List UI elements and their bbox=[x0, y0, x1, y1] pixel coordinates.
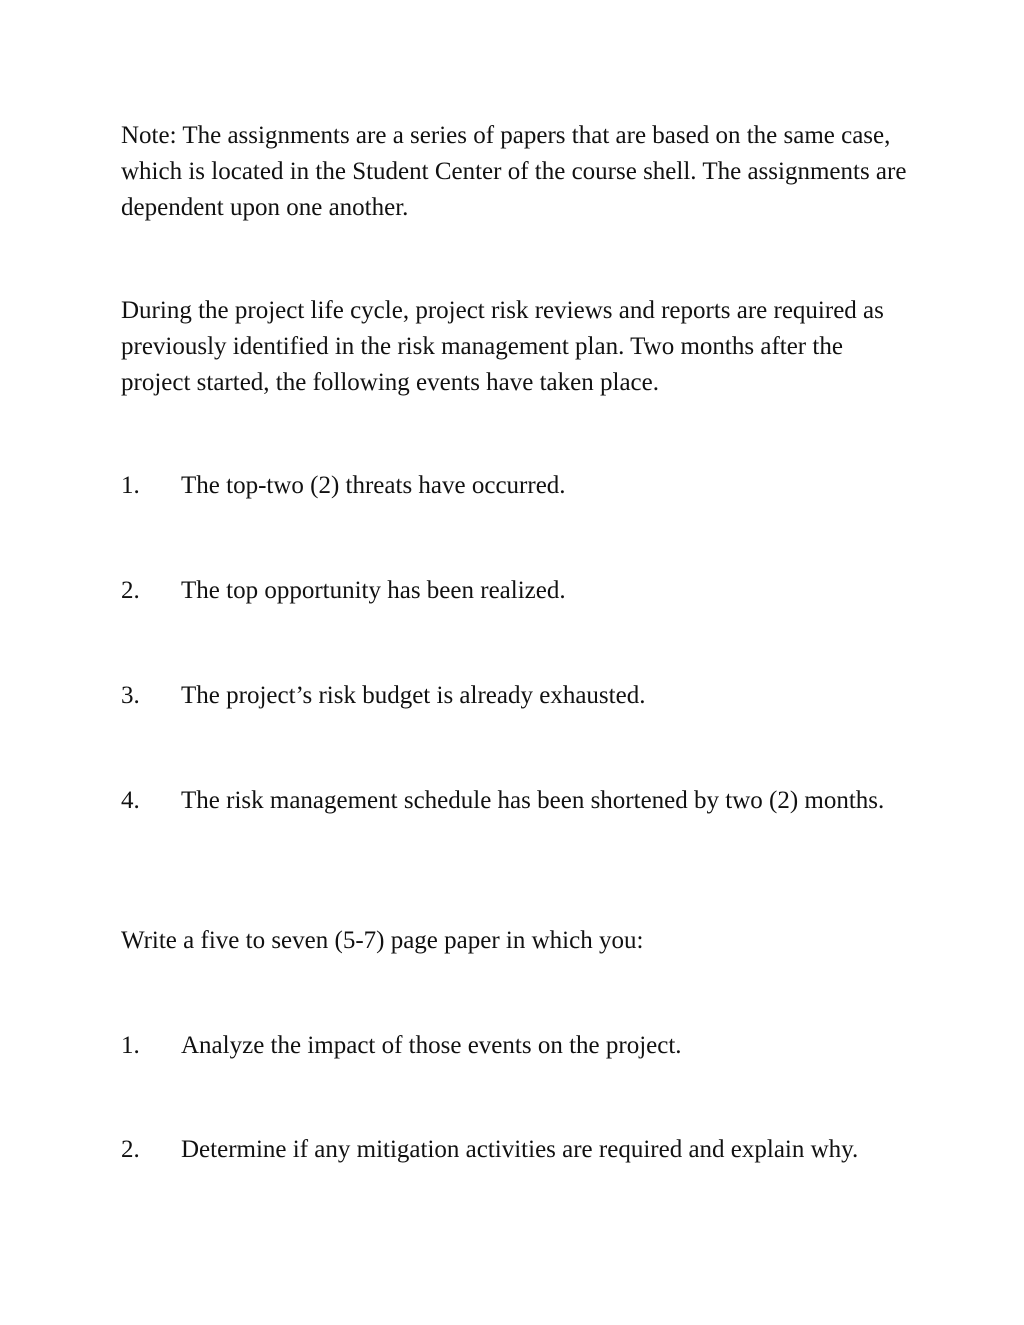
event-item bbox=[121, 783, 911, 819]
instruction-paragraph: Write a five to seven (5-7) page paper in which you: bbox=[121, 927, 644, 954]
intro-paragraph: During the project life cycle, project risk reviews and reports are required as previously identified in the risk management plan. Two months after the project started, the following events have taken place. bbox=[121, 297, 884, 396]
note-paragraph: Note: The assignments are a series of papers that are based on the same case, which is located in the Student Center of the course shell. The assignments are dependent upon one another. bbox=[121, 122, 907, 221]
list-item-text: Determine if any mitigation activities are required and explain why. bbox=[181, 1136, 859, 1163]
event-item bbox=[121, 678, 911, 714]
task-item bbox=[121, 1028, 911, 1064]
task-item bbox=[121, 1132, 911, 1168]
list-number: 2. bbox=[121, 1136, 140, 1163]
list-item-text: Analyze the impact of those events on the project. bbox=[181, 1032, 682, 1059]
list-item-text: The top-two (2) threats have occurred. bbox=[181, 472, 566, 499]
list-number: 1. bbox=[121, 1032, 140, 1059]
list-number: 3. bbox=[121, 682, 140, 709]
list-number: 2. bbox=[121, 577, 140, 604]
list-item-text: The project’s risk budget is already exhausted. bbox=[181, 682, 646, 709]
event-item bbox=[121, 573, 911, 609]
list-item-text: The top opportunity has been realized. bbox=[181, 577, 566, 604]
list-item-text: The risk management schedule has been shortened by two (2) months. bbox=[181, 787, 885, 814]
event-item bbox=[121, 468, 911, 504]
list-number: 1. bbox=[121, 472, 140, 499]
list-number: 4. bbox=[121, 787, 140, 814]
